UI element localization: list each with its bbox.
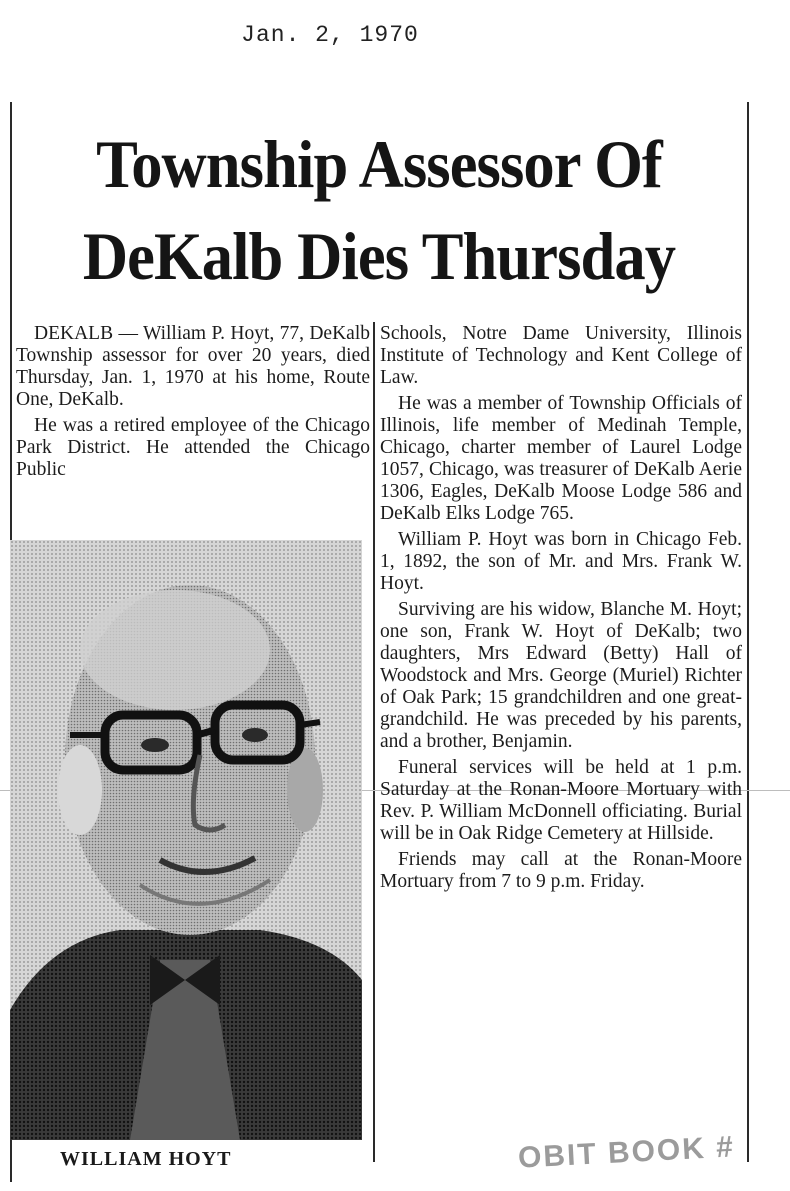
paragraph-employment: He was a retired employee of the Chicago Park District. He attended the Chicago Public [16,415,370,480]
paragraph-visitation: Friends may call at the Ronan-Moore Mortuary from 7 to 9 p.m. Friday. [380,849,742,892]
portrait-illustration [10,540,362,1140]
paragraph-memberships: He was a member of Township Officials of Illinois, life member of Medinah Temple, Chicago, charter member of Laurel Lodge 1057, Chicago, was treasurer of DeKalb Aerie 1306, Eagles, DeKalb Moose Lodge 586 and DeKalb Elks Lodge 765. [380,393,742,524]
headline-line-2: DeKalb Dies Thursday [82,218,676,294]
clipping-date: Jan. 2, 1970 [241,22,419,48]
right-column [380,323,742,897]
paragraph-birth: William P. Hoyt was born in Chicago Feb. 1, 1892, the son of Mr. and Mrs. Frank W. Hoyt. [380,529,742,594]
left-column [16,323,370,485]
paragraph-survivors: Surviving are his widow, Blanche M. Hoyt; one son, Frank W. Hoyt of DeKalb; two daughters, Mrs Edward (Betty) Hall of Woodstock and Mrs. George (Muriel) Richter of Oak Park; 15 grandchildren and one great-grandchild. He was preceded by his parents, and a brother, Benjamin. [380,599,742,752]
paragraph-funeral: Funeral services will be held at 1 p.m. Saturday at the Ronan-Moore Mortuary with Rev. P. William McDonnell officiating. Burial will be in Oak Ridge Cemetery at Hillside. [380,757,742,844]
headline-line-1: Township Assessor Of [96,126,662,202]
headline [14,118,744,302]
center-column-rule [373,322,375,1162]
obit-book-stamp: OBIT BOOK # [517,1130,736,1175]
paragraph-education: Schools, Notre Dame University, Illinois Institute of Technology and Kent College of Law. [380,323,742,388]
right-column-rule [747,102,749,1162]
photo-caption: WILLIAM HOYT [60,1148,232,1170]
portrait-photo [10,540,362,1140]
paragraph-lead: DEKALB — William P. Hoyt, 77, DeKalb Township assessor for over 20 years, died Thursday, Jan. 1, 1970 at his home, Route One, DeKalb. [16,323,370,410]
